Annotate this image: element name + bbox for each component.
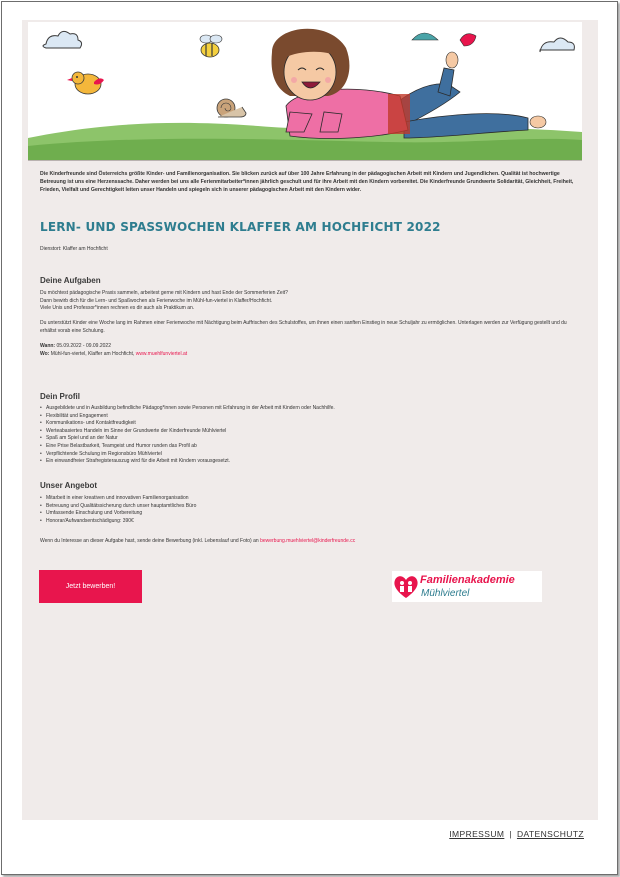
girl-illustration: [272, 29, 546, 139]
familienakademie-logo[interactable]: [392, 571, 542, 602]
heart-logo-icon: [392, 571, 420, 602]
list-item: • Honorar/Aufwandsentschädigung: 390€: [40, 518, 576, 526]
wann-value: 05.09.2022 - 09.09.2022: [56, 343, 111, 350]
bee-icon: [200, 35, 222, 57]
footer-separator: |: [509, 829, 512, 839]
list-item: • Eine Prise Belastbarkeit, Teamgeist und Humor runden das Profil ab: [40, 443, 576, 451]
list-item: • Verpflichtende Schulung im Regionsbüro Mühlviertel: [40, 451, 576, 459]
page-title: LERN- UND SPASSWOCHEN KLAFFER AM HOCHFICHT 2022: [40, 220, 441, 234]
bewerbung-text: Wenn du Interesse an dieser Aufgabe hast, sende deine Bewerbung (inkl. Lebenslauf und Foto) an: [40, 538, 259, 544]
bird-icon: [67, 72, 104, 94]
aufgaben-heading: Deine Aufgaben: [40, 276, 101, 285]
datenschutz-link[interactable]: DATENSCHUTZ: [516, 829, 584, 839]
list-item: • Umfassende Einschulung und Vorbereitung: [40, 510, 576, 518]
aufgaben-p3: Viele Unis und Professor*innen rechnen es dir auch als Praktikum an.: [40, 305, 195, 312]
logo-line2: Mühlviertel: [421, 588, 470, 599]
angebot-list: [40, 495, 576, 525]
hero-illustration: [28, 22, 582, 160]
wo-line: [40, 351, 576, 359]
list-item: • Kommunikations- und Kontaktfreudigkeit: [40, 420, 576, 428]
aufgaben-block: [40, 290, 576, 358]
logo-line1: Familienakademie: [420, 574, 515, 586]
apply-button[interactable]: Jetzt bewerben!: [39, 570, 142, 603]
wann-line: [40, 343, 576, 351]
impressum-link[interactable]: IMPRESSUM: [449, 829, 505, 839]
intro-text: Die Kinderfreunde sind Österreichs größte Kinder- und Familienorganisation. Sie blicken zurück auf über 100 Jahre Erfahrung in der pädagogischen Arbeit mit Kindern und Jugendlichen. Qualität ist hochwertige Betreuung ist uns eine Herzenssache. Daher werden bei uns alle Ferienmitarbeiter*innen jährlich geschult und für ihre Arbeit mit den Kindern vorbereitet. Die Kinderfreunde Grundwerte Solidarität, Gleichheit, Freiheit, Frieden, Vielfalt und Gerechtigkeit leiten unser Handeln und spiegeln sich in unserer pädagogischen Arbeit mit den Kindern wider.: [40, 171, 574, 193]
footer-links: [449, 829, 584, 839]
wo-value: Mühl-fun-viertel, Klaffer am Hochficht,: [50, 350, 135, 357]
bewerbung-email-link[interactable]: bewerbung.muehlviertel@kinderfreunde.cc: [260, 538, 356, 544]
bewerbung-line: [40, 538, 576, 546]
hero-divider: [28, 160, 582, 161]
profil-heading: Dein Profil: [40, 392, 81, 401]
aufgaben-p2: Dann bewirb dich für die Lern- und Spaßwochen als Ferienwoche im Mühl-fun-viertel in Klaffer/Hochficht.: [40, 297, 273, 304]
list-item: • Spaß am Spiel und an der Natur: [40, 435, 576, 443]
list-item: • Mitarbeit in einer kreativen und innovativen Familienorganisation: [40, 495, 576, 503]
profil-list: [40, 405, 576, 466]
hat-icon: [412, 33, 438, 40]
wo-link[interactable]: www.muehlfunviertel.at: [135, 350, 188, 357]
dienstort-text: Dienstort: Klaffer am Hochficht: [40, 246, 108, 252]
list-item: • Werteabasiertes Handeln im Sinne der Grundwerte der Kinderfreunde Mühlviertel: [40, 428, 576, 436]
list-item: • Flexibilität und Engagement: [40, 413, 576, 421]
list-item: • Ein einwandfreier Strafregisterauszug wird für die Arbeit mit Kindern vorausgesetzt.: [40, 458, 576, 466]
angebot-heading: Unser Angebot: [40, 481, 98, 490]
wo-label: Wo:: [40, 350, 50, 357]
list-item: • Ausgebildete und in Ausbildung befindliche Pädagog*innen sowie Personen mit Erfahrung in der Arbeit mit Kindern oder Nachhilfe.: [40, 405, 576, 413]
snail-icon: [217, 99, 246, 117]
aufgaben-p1: Du möchtest pädagogische Praxis sammeln, arbeitest gerne mit Kindern und hast Ende der Sommerferien Zeit?: [40, 290, 288, 296]
wann-label: Wann:: [40, 343, 56, 350]
aufgaben-p4: Du unterstützt Kinder eine Woche lang im Rahmen einer Ferienwoche mit Nächtigung beim Auffrischen des Schulstoffes, um ihnen einen sanften Einstieg in neue Schuljahr zu ermöglichen. Unterlagen werden zur Verfügung gestellt und du erhältst vorab eine Schulung.: [40, 320, 567, 334]
list-item: • Betreuung und Qualitätssicherung durch unser hauptamtliches Büro: [40, 503, 576, 511]
